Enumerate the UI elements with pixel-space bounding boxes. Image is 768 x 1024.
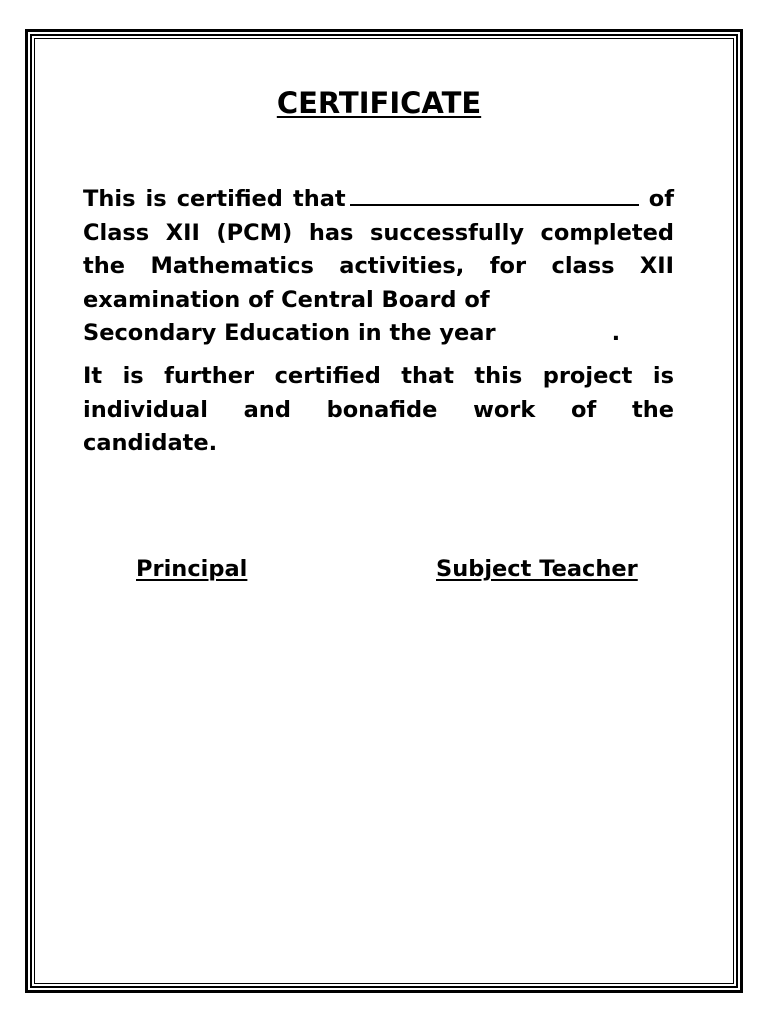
subject-teacher-signature-label: Subject Teacher xyxy=(436,556,638,582)
principal-signature-label: Principal xyxy=(136,556,248,582)
page-border-inner xyxy=(34,38,734,984)
certificate-title: CERTIFICATE xyxy=(276,86,482,120)
year-line xyxy=(83,317,674,351)
year-period: . xyxy=(611,320,621,346)
student-name-blank-line xyxy=(350,182,639,206)
class-details-text: of Class XII (PCM) has successfully completed the Mathematics activities, for class XII examination of Central Board of xyxy=(83,186,674,313)
year-text: Secondary Education in the year xyxy=(83,320,496,346)
bonafide-paragraph: It is further certified that this project is individual and bonafide work of the candidate. xyxy=(83,363,674,456)
certified-that-text: This is certified that xyxy=(83,186,346,212)
certification-paragraph xyxy=(83,182,674,351)
